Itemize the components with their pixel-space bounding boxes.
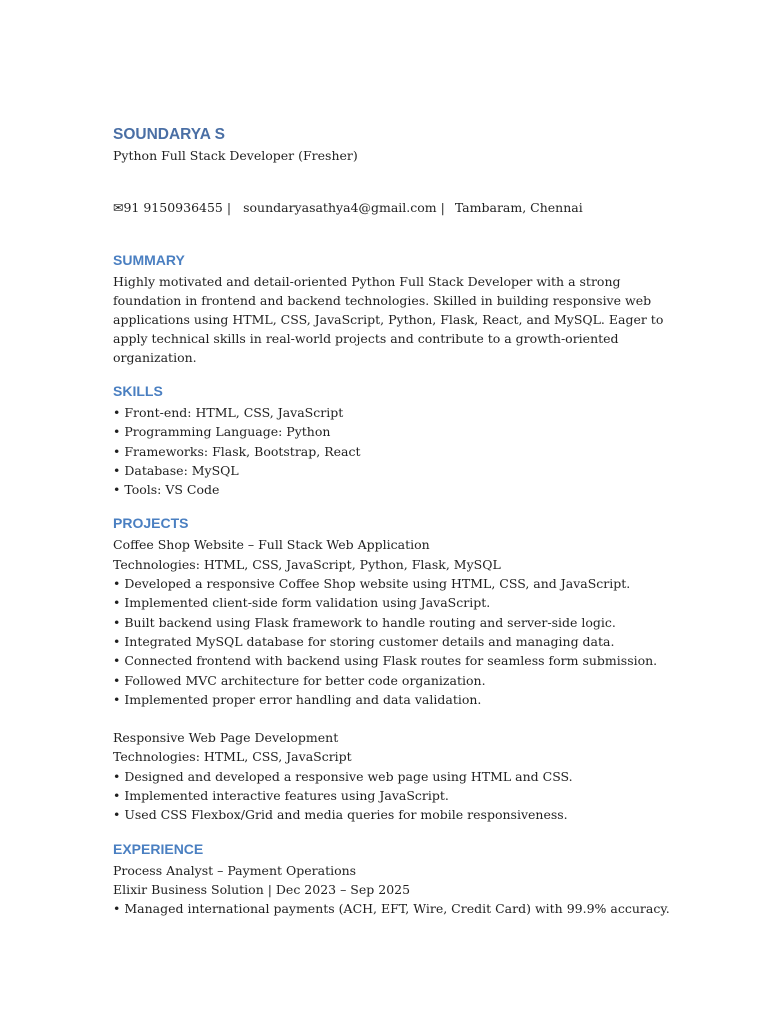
project-bullet: • Built backend using Flask framework to handle routing and server-side logic. — [113, 614, 616, 630]
project-coffee-shop — [113, 535, 673, 709]
skills-section — [113, 381, 673, 499]
project-bullet: • Integrated MySQL database for storing customer details and managing data. — [113, 633, 615, 649]
candidate-role: Python Full Stack Developer (Fresher) — [113, 148, 358, 163]
project-bullet: • Implemented interactive features using JavaScript. — [113, 788, 449, 804]
resume-page — [113, 124, 673, 919]
contact-email: soundaryasathya4@gmail.com | — [243, 200, 445, 215]
project-bullet: • Followed MVC architecture for better code organization. — [113, 672, 486, 688]
experience-title: Process Analyst – Payment Operations — [113, 862, 357, 878]
project-bullet: • Implemented proper error handling and data validation. — [113, 691, 482, 707]
candidate-name: SOUNDARYA S — [113, 126, 225, 143]
experience-company: Elixir Business Solution | Dec 2023 – Sep 2025 — [113, 881, 411, 897]
project-bullet: • Designed and developed a responsive web page using HTML and CSS. — [113, 768, 573, 784]
experience-heading: EXPERIENCE — [113, 840, 204, 857]
project-bullet: • Implemented client-side form validation using JavaScript. — [113, 595, 491, 611]
project-bullet: • Developed a responsive Coffee Shop website using HTML, CSS, and JavaScript. — [113, 576, 631, 592]
contact-phone: ✉91 9150936455 | — [113, 200, 232, 215]
project-title: Responsive Web Page Development — [113, 730, 339, 746]
project-bullet: • Used CSS Flexbox/Grid and media queries for mobile responsiveness. — [113, 807, 568, 823]
skill-item: • Tools: VS Code — [113, 482, 220, 498]
projects-heading: PROJECTS — [113, 515, 189, 532]
project-tech: Technologies: HTML, CSS, JavaScript, Python, Flask, MySQL — [113, 556, 501, 572]
skill-item: • Programming Language: Python — [113, 424, 331, 440]
skill-item: • Frameworks: Flask, Bootstrap, React — [113, 443, 361, 459]
projects-section — [113, 513, 673, 824]
project-bullet: • Connected frontend with backend using Flask routes for seamless form submission. — [113, 653, 658, 669]
contact-line — [113, 198, 673, 218]
skill-item: • Front-end: HTML, CSS, JavaScript — [113, 405, 344, 420]
skill-item: • Database: MySQL — [113, 462, 239, 478]
summary-heading: SUMMARY — [113, 252, 185, 268]
project-title: Coffee Shop Website – Full Stack Web Application — [113, 537, 430, 553]
project-tech: Technologies: HTML, CSS, JavaScript — [113, 749, 352, 765]
project-responsive-page — [113, 728, 673, 824]
skills-heading: SKILLS — [113, 383, 163, 399]
summary-text: Highly motivated and detail-oriented Python Full Stack Developer with a strong foundation in frontend and backend technologies. Skilled in building responsive web applications using HTML, CSS, JavaScript, Python, Flask, React, and MySQL. Eager to apply technical skills in real-world projects and contribute to a growth-oriented organization. — [113, 274, 664, 365]
experience-bullet: • Managed international payments (ACH, EFT, Wire, Credit Card) with 99.9% accuracy. — [113, 901, 670, 917]
resume-header — [113, 124, 673, 218]
contact-location: Tambaram, Chennai — [454, 200, 583, 215]
summary-section — [113, 250, 673, 367]
experience-section — [113, 839, 673, 919]
